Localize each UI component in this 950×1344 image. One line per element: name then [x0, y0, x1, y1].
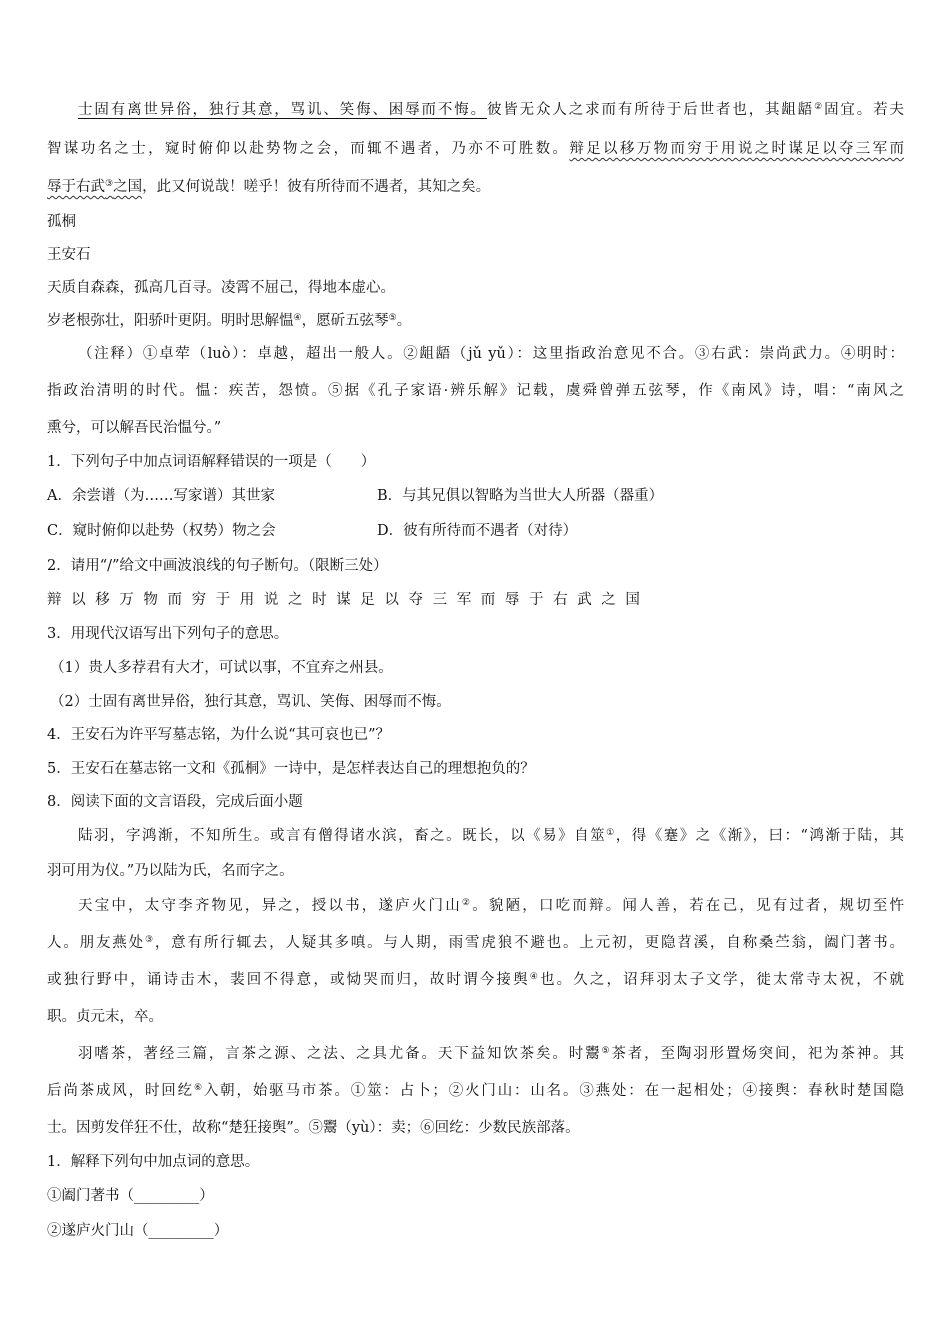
notes-line-2: 指政治清明的时代。愠：疾苦，怨愤。⑤据《孔子家语·辨乐解》记载，虞舜曾弹五弦琴，作《南风》诗，唱：“南风之 — [47, 383, 904, 399]
passage-text: 后尚茶成风，时回纥 — [47, 1083, 194, 1099]
question-4-stem: 4．王安石为许平写墓志铭，为什么说“其可哀也已”？ — [47, 727, 391, 743]
question-1-option-b: B．与其兄俱以智略为当世大人所器（器重） — [377, 488, 664, 504]
wavy-sentence — [47, 179, 142, 195]
item-text: ②遂庐火门山（ — [47, 1223, 149, 1239]
question-1-option-a: A．余尝谱（为……写家谱）其世家 — [47, 488, 275, 504]
poem-line-2 — [47, 311, 411, 331]
footnote-marker: ② — [814, 102, 825, 112]
poem-title: 孤桐 — [47, 214, 76, 230]
footnote-marker: ⑤ — [388, 313, 397, 323]
question-3-item-1: （1）贵人多荐君有大才，可试以事，不宜弃之州县。 — [50, 660, 393, 676]
passage1-text: ，此又何说哉！嗟乎！彼有所待而不遇者，其知之矣。 — [142, 179, 491, 195]
footnote-marker: ⑤ — [601, 1046, 612, 1056]
question-3-item-2: （2）士固有离世异俗，独行其意，骂讥、笑侮、困辱而不悔。 — [50, 694, 451, 710]
passage1-text: 彼皆无众人之求而有所待于后世者也，其龃龉 — [486, 102, 815, 118]
section-8-para3-line1 — [78, 1044, 904, 1064]
poem-text: ，愿斫五弦琴 — [301, 313, 389, 329]
question-1-stem: 1．下列句子中加点词语解释错误的一项是（ ） — [47, 454, 376, 470]
question-8-1-stem: 1．解释下列句中加点词的意思。 — [47, 1154, 260, 1170]
answer-blank[interactable]: _________ — [134, 1188, 200, 1204]
passage-text: 天宝中，太守李齐物见，异之，授以书，遂庐火门山 — [78, 898, 462, 914]
wavy-sentence: 辩足以移万物而穷于用说之时谋足以夺三军而 — [569, 141, 905, 157]
section-8-para3-line2 — [47, 1081, 904, 1101]
answer-blank[interactable]: _________ — [148, 1223, 214, 1239]
question-8-1-item-1 — [47, 1186, 214, 1206]
section-8-para3-line3: 士。因剪发佯狂不仕，故称“楚狂接舆”。⑤鬻（yù）：卖；⑥回纥：少数民族部落。 — [47, 1120, 580, 1136]
section-8-para2-line4: 职。贞元末，卒。 — [47, 1009, 163, 1025]
passage1-text: 智谋功名之士，窥时俯仰以赴势物之会，而辄不遇者，乃亦不可胜数。 — [47, 141, 570, 157]
question-8-1-item-2 — [47, 1221, 228, 1241]
question-1-option-d: D．彼有所待而不遇者（对待） — [377, 523, 578, 539]
section-8-para1-line2: 羽可用为仪。”乃以陆为氏，名而字之。 — [47, 863, 294, 879]
passage-text: ，意有所行辄去，人疑其多嗔。与人期，雨雪虎狼不避也。上元初，更隐苕溪，自称桑苎翁，阖门著书。 — [154, 935, 904, 951]
question-1-option-c: C．窥时俯仰以赴势（权势）物之会 — [47, 523, 276, 539]
passage-text: 茶者，至陶羽形置炀突间，祀为茶神。其 — [611, 1046, 904, 1062]
poem-text: 。 — [396, 313, 412, 329]
footnote-marker: ③ — [144, 935, 155, 945]
wavy-sentence-part: 之国 — [113, 179, 143, 195]
passage1-line3 — [47, 177, 490, 197]
passage-text: 人。朋友燕处 — [47, 935, 145, 951]
passage1-line2 — [47, 139, 904, 159]
section-8-para2-line2 — [47, 933, 904, 953]
underlined-sentence: 士固有离世异俗，独行其意，骂讥、笑侮、困辱而不悔。 — [78, 102, 487, 118]
footnote-marker: ② — [461, 898, 473, 908]
question-2-sentence: 辩以移万物而穷于用说之时谋足以夺三军而辱于右武之国 — [47, 592, 650, 608]
footnote-marker: ④ — [293, 313, 302, 323]
poem-text: 岁老根弥壮，阳骄叶更阴。明时思解愠 — [47, 313, 294, 329]
passage-text: 也。久之，诏拜羽太子文学，徙太常寺太祝，不就 — [539, 972, 904, 988]
footnote-marker: ① — [606, 828, 616, 838]
passage-text: 或独行野中，诵诗击木，裴回不得意，或恸哭而归，故时谓今接舆 — [47, 972, 530, 988]
footnote-marker: ⑥ — [193, 1083, 204, 1093]
section-8-para1-line1 — [78, 826, 904, 846]
poem-line-1: 天质自森森，孤高几百寻。凌霄不屈己，得地本虚心。 — [47, 280, 395, 296]
question-2-stem: 2．请用“/”给文中画波浪线的句子断句。（限断三处） — [47, 558, 388, 574]
passage1-text: 固宜。若夫 — [824, 102, 905, 118]
passage-text: 入朝，始驱马市茶。①筮：占卜；②火门山：山名。③燕处：在一起相处；④接舆：春秋时楚国隐 — [203, 1083, 905, 1099]
passage-text: 羽嗜茶，著经三篇，言茶之源、之法、之具尤备。天下益知饮茶矣。时鬻 — [78, 1046, 602, 1062]
item-text: ①阖门著书（ — [47, 1188, 134, 1204]
poem-author: 王安石 — [47, 247, 91, 263]
wavy-sentence-part: 辱于右武 — [47, 179, 105, 195]
notes-line-3: 熏兮，可以解吾民治愠兮。” — [47, 420, 222, 436]
section-8-para2-line3 — [47, 970, 904, 990]
question-3-stem: 3．用现代汉语写出下列句子的意思。 — [47, 626, 289, 642]
passage-text: ，得《蹇》之《渐》，曰：“鸿渐于陆，其 — [615, 828, 904, 844]
section-8-heading: 8．阅读下面的文言语段，完成后面小题 — [47, 794, 303, 810]
item-text: ） — [213, 1223, 229, 1239]
passage-text: 陆羽，字鸿渐，不知所生。或言有僧得诸水滨，畜之。既长，以《易》自筮 — [78, 828, 607, 844]
passage-text: 。貌陋，口吃而辩。闻人善，若在己，见有过者，规切至忤 — [472, 898, 904, 914]
section-8-para2-line1 — [78, 896, 904, 916]
question-5-stem: 5．王安石在墓志铭一文和《孤桐》一诗中，是怎样表达自己的理想抱负的？ — [47, 761, 535, 777]
footnote-marker: ③ — [105, 179, 114, 189]
passage1-line1 — [78, 100, 904, 120]
item-text: ） — [199, 1188, 214, 1204]
notes-line-1: （注释）①卓荦（luò）：卓越，超出一般人。②龃龉（jǔ yǔ）：这里指政治意见不合。③右武：崇尚武力。④明时： — [78, 346, 904, 362]
footnote-marker: ④ — [529, 972, 540, 982]
